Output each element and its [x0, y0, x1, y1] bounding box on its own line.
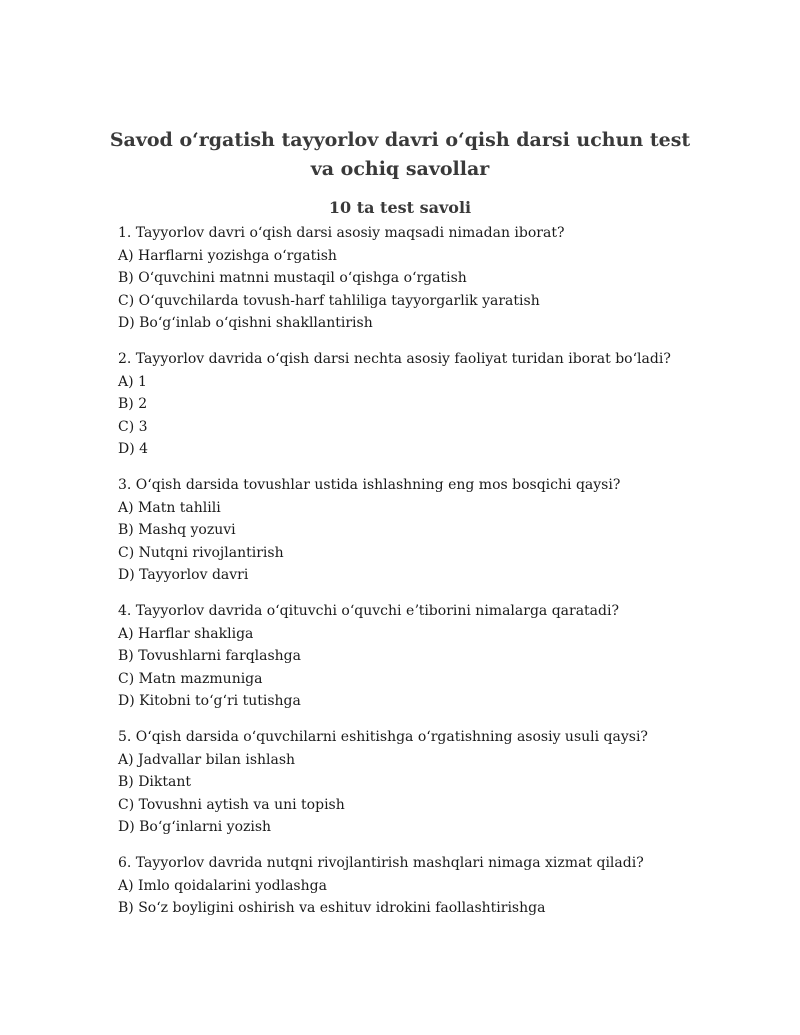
question-block: [118, 600, 718, 713]
answer-option: C) Oʻquvchilarda tovush-harf tahliliga tayyorgarlik yaratish: [118, 292, 540, 309]
answer-option: D) Tayyorlov davri: [118, 567, 249, 583]
answer-option: C) Tovushni aytish va uni topish: [118, 796, 345, 813]
question-text: 2. Tayyorlov davrida oʻqish darsi nechta asosiy faoliyat turidan iborat boʻladi?: [118, 351, 671, 367]
question-text: 4. Tayyorlov davrida oʻqituvchi oʻquvchi eʼtiborini nimalarga qaratadi?: [118, 603, 619, 619]
question-block: [118, 474, 718, 587]
question-text: 3. Oʻqish darsida tovushlar ustida ishlashning eng mos bosqichi qaysi?: [118, 477, 621, 493]
answer-option: B) 2: [118, 396, 148, 412]
question-block: [118, 726, 718, 839]
answer-option: A) Harflarni yozishga oʻrgatish: [118, 247, 337, 264]
answer-option: B) Diktant: [118, 774, 192, 790]
section-title: 10 ta test savoli: [328, 198, 472, 217]
answer-option: A) Harflar shakliga: [118, 625, 254, 642]
document-title: Savod oʻrgatish tayyorlov davri oʻqish darsi uchun test va ochiq savollar: [109, 129, 691, 180]
answer-option: A) Imlo qoidalarini yodlashga: [118, 877, 327, 894]
questions-list: [118, 222, 718, 933]
question-block: [118, 852, 718, 920]
answer-option: B) Tovushlarni farqlashga: [118, 648, 301, 664]
answer-option: C) Nutqni rivojlantirish: [118, 544, 284, 561]
answer-option: D) Kitobni toʻgʻri tutishga: [118, 693, 301, 709]
question-text: 5. Oʻqish darsida oʻquvchilarni eshitishga oʻrgatishning asosiy usuli qaysi?: [118, 729, 648, 745]
answer-option: D) 4: [118, 441, 149, 457]
answer-option: A) Matn tahlili: [118, 499, 221, 516]
question-block: [118, 348, 718, 461]
answer-option: C) 3: [118, 418, 148, 435]
answer-option: A) Jadvallar bilan ishlash: [118, 751, 296, 768]
question-text: 6. Tayyorlov davrida nutqni rivojlantirish mashqlari nimaga xizmat qiladi?: [118, 855, 644, 871]
answer-option: D) Boʻgʻinlarni yozish: [118, 819, 272, 835]
question-text: 1. Tayyorlov davri oʻqish darsi asosiy maqsadi nimadan iborat?: [118, 225, 565, 241]
question-block: [118, 222, 718, 335]
answer-option: B) Soʻz boyligini oshirish va eshituv idrokini faollashtirishga: [118, 900, 546, 916]
answer-option: C) Matn mazmuniga: [118, 670, 263, 687]
answer-option: A) 1: [118, 373, 147, 390]
answer-option: D) Boʻgʻinlab oʻqishni shakllantirish: [118, 315, 373, 331]
answer-option: B) Oʻquvchini matnni mustaqil oʻqishga oʻrgatish: [118, 270, 467, 286]
answer-option: B) Mashq yozuvi: [118, 522, 236, 538]
